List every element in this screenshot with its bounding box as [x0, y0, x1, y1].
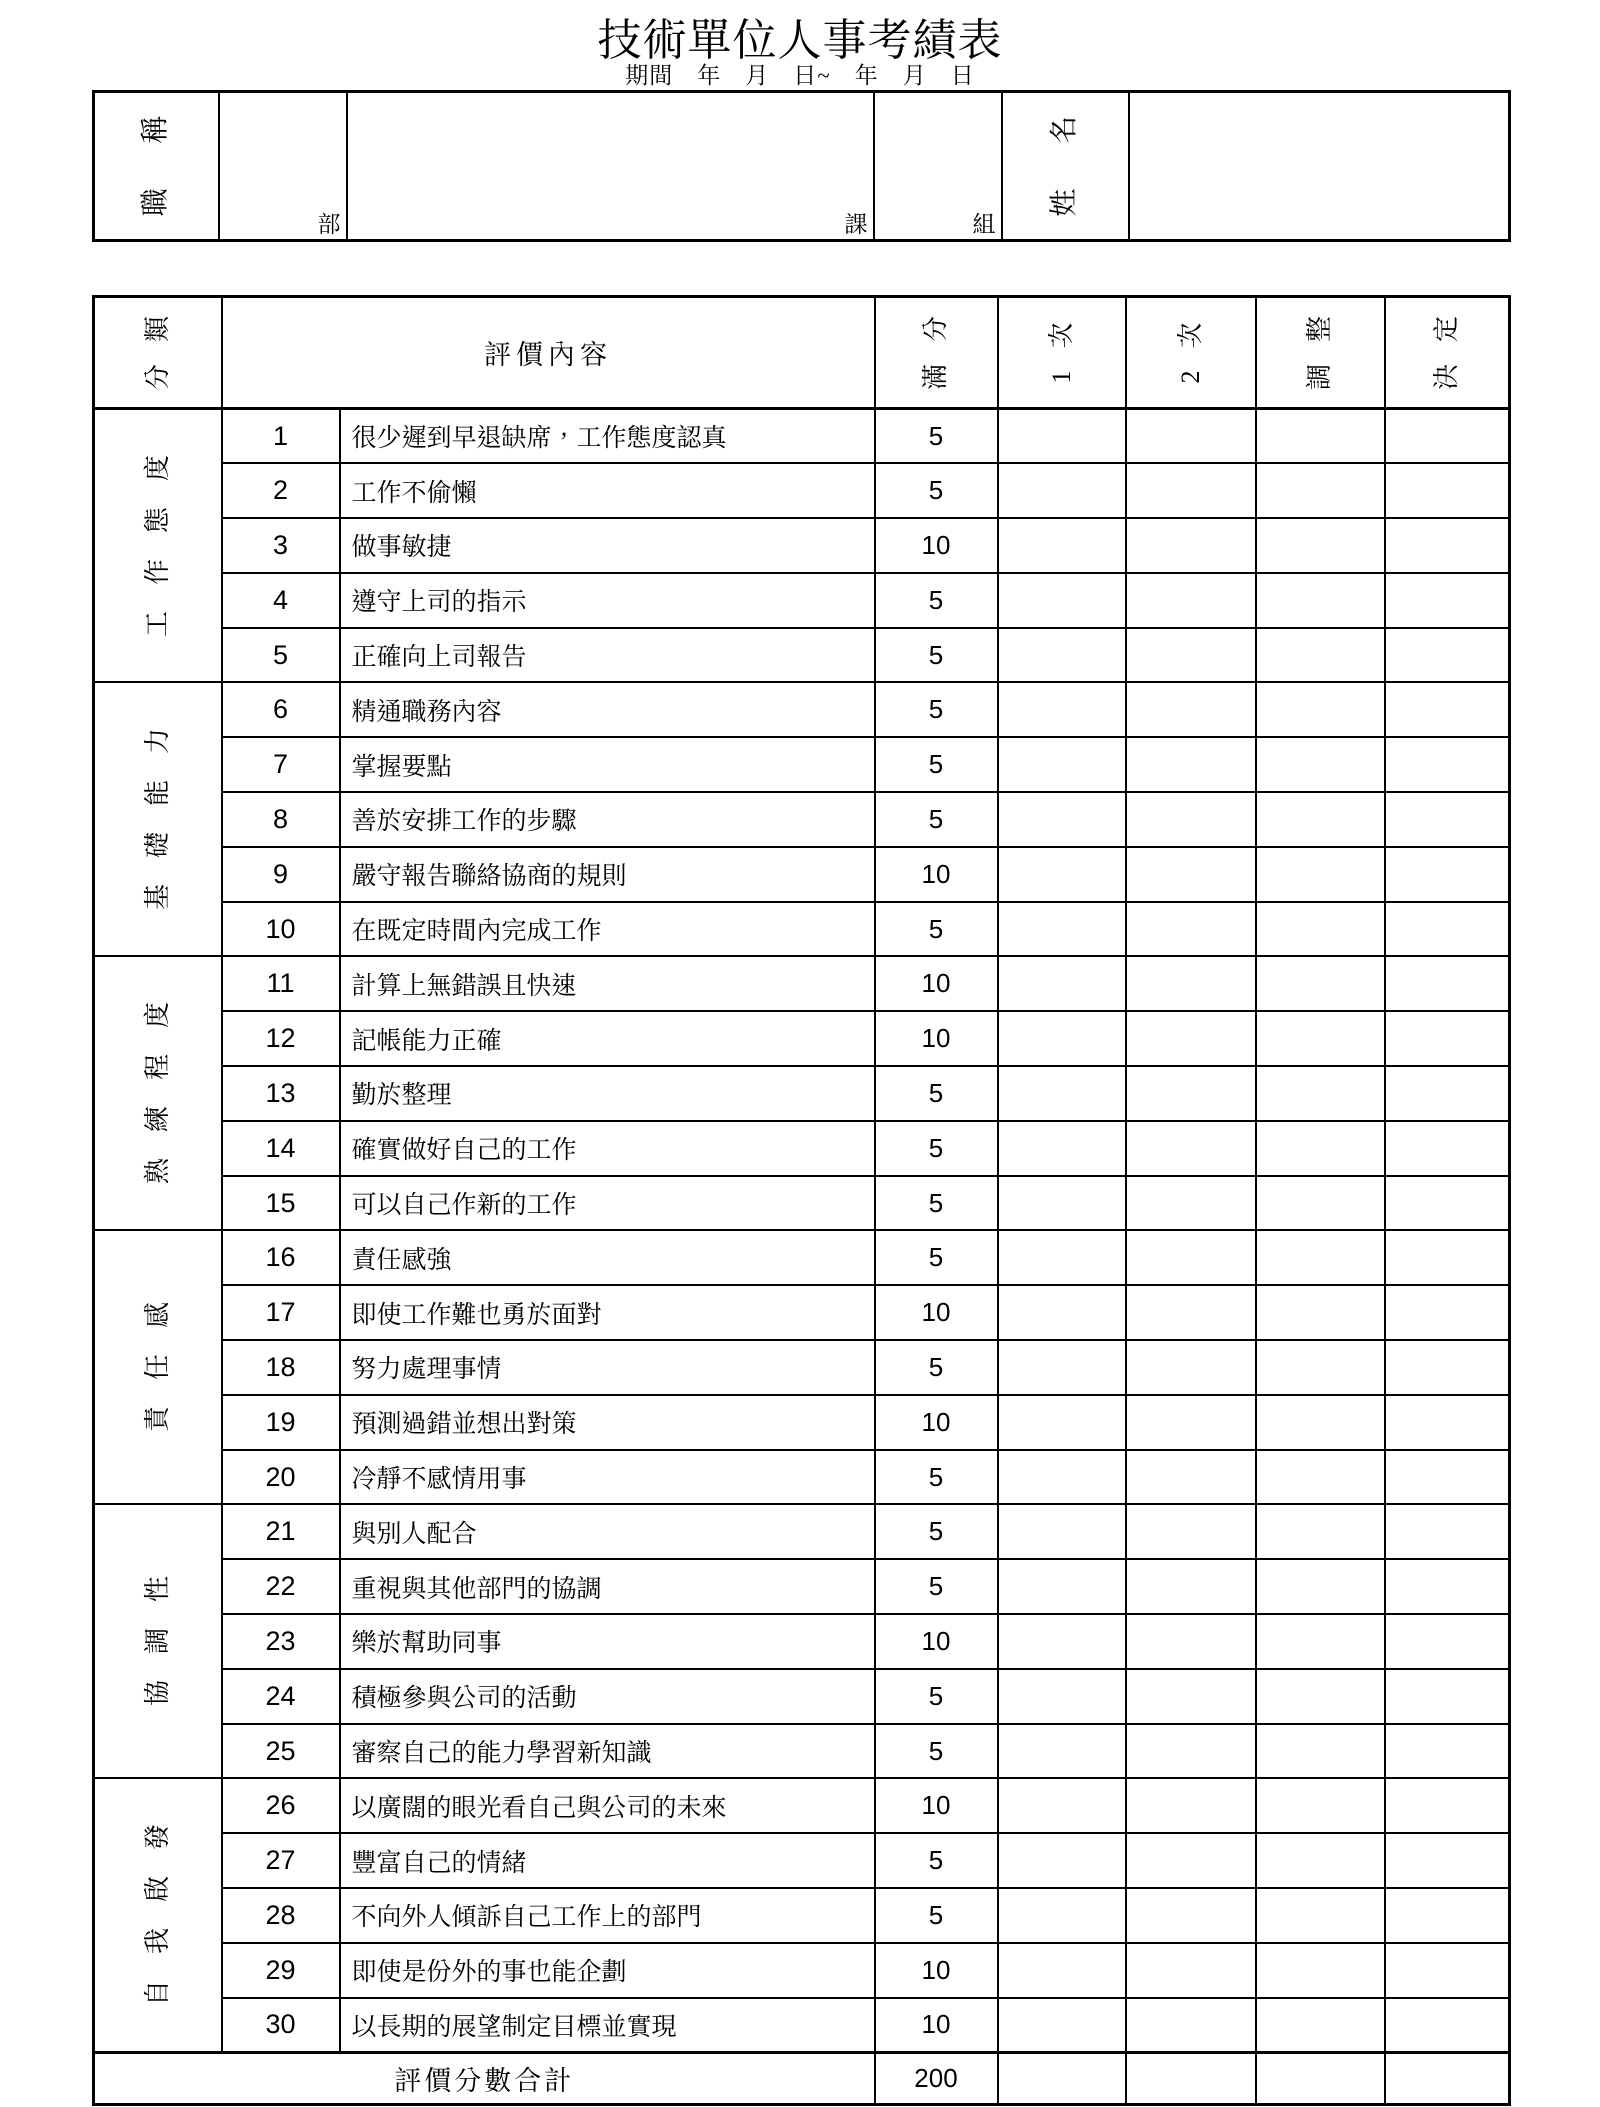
item-max-score: 5 [875, 1340, 998, 1395]
adjust-score-cell [1256, 1778, 1385, 1833]
decision-score-cell [1385, 1669, 1510, 1724]
decision-score-cell [1385, 573, 1510, 628]
first-score-cell [998, 1559, 1126, 1614]
evaluation-row [94, 1011, 1510, 1066]
item-max-score: 5 [875, 682, 998, 737]
decision-score-cell [1385, 628, 1510, 683]
decision-score-cell [1385, 1504, 1510, 1559]
second-score-cell [1126, 1559, 1256, 1614]
item-number: 15 [222, 1176, 340, 1231]
item-number: 7 [222, 737, 340, 792]
first-score-cell [998, 1230, 1126, 1285]
category-cell [94, 1504, 222, 1778]
decision-score-cell [1385, 1230, 1510, 1285]
decision-score-cell [1385, 1614, 1510, 1669]
second-score-cell [1126, 1450, 1256, 1505]
total-second-score-cell [1126, 2052, 1256, 2104]
decision-score-cell [1385, 792, 1510, 847]
evaluation-row [94, 1559, 1510, 1614]
evaluation-row [94, 682, 1510, 737]
adjust-score-cell [1256, 1121, 1385, 1176]
item-text: 在既定時間內完成工作 [340, 902, 875, 957]
job-title-label: 職稱 [140, 70, 172, 217]
item-number: 29 [222, 1943, 340, 1998]
max-score-header-cell [875, 293, 998, 409]
item-max-score: 5 [875, 463, 998, 518]
item-number: 9 [222, 847, 340, 902]
item-max-score: 5 [875, 1230, 998, 1285]
second-score-cell [1126, 628, 1256, 683]
decision-score-cell [1385, 1450, 1510, 1505]
decision-header-cell [1385, 293, 1510, 409]
first-score-cell [998, 682, 1126, 737]
adjust-score-cell [1256, 1066, 1385, 1121]
evaluation-row [94, 573, 1510, 628]
employee-info-row [94, 92, 1510, 241]
decision-score-cell [1385, 1176, 1510, 1231]
item-number: 6 [222, 682, 340, 737]
item-text: 工作不偷懶 [340, 463, 875, 518]
item-text: 樂於幫助同事 [340, 1614, 875, 1669]
item-max-score: 5 [875, 628, 998, 683]
evaluation-row [94, 1121, 1510, 1176]
decision-score-cell [1385, 1724, 1510, 1779]
item-text: 不向外人傾訴自己工作上的部門 [340, 1888, 875, 1943]
item-text: 努力處理事情 [340, 1340, 875, 1395]
category-cell [94, 1230, 222, 1504]
name-label-cell [1002, 70, 1129, 241]
category-label: 基礎能力 [142, 702, 172, 911]
second-score-cell [1126, 1833, 1256, 1888]
first-score-cell [998, 1450, 1126, 1505]
adjust-score-cell [1256, 1176, 1385, 1231]
decision-header: 決定 [1431, 293, 1461, 390]
item-text: 以廣闊的眼光看自己與公司的未來 [340, 1778, 875, 1833]
item-max-score: 10 [875, 1943, 998, 1998]
adjust-score-cell [1256, 1614, 1385, 1669]
decision-score-cell [1385, 1066, 1510, 1121]
total-max-score: 200 [875, 2052, 998, 2104]
second-score-cell [1126, 1724, 1256, 1779]
adjust-score-cell [1256, 1998, 1385, 2053]
decision-score-cell [1385, 1998, 1510, 2053]
evaluation-header-row [94, 297, 1510, 409]
adjust-score-cell [1256, 1724, 1385, 1779]
evaluation-row [94, 1943, 1510, 1998]
evaluation-row [94, 628, 1510, 683]
category-label: 協調性 [142, 1550, 172, 1707]
first-score-cell [998, 956, 1126, 1011]
first-score-cell [998, 1066, 1126, 1121]
item-text: 即使是份外的事也能企劃 [340, 1943, 875, 1998]
item-max-score: 5 [875, 409, 998, 464]
decision-score-cell [1385, 1285, 1510, 1340]
evaluation-row [94, 956, 1510, 1011]
first-score-cell [998, 1285, 1126, 1340]
decision-score-cell [1385, 682, 1510, 737]
form-period-line: 期間 年 月 日~ 年 月 日 [625, 63, 975, 88]
decision-score-cell [1385, 1395, 1510, 1450]
decision-score-cell [1385, 1121, 1510, 1176]
second-score-cell [1126, 409, 1256, 464]
item-text: 審察自己的能力學習新知識 [340, 1724, 875, 1779]
evaluation-row [94, 1504, 1510, 1559]
second-score-cell [1126, 518, 1256, 573]
item-number: 12 [222, 1011, 340, 1066]
item-number: 22 [222, 1559, 340, 1614]
item-text: 豐富自己的情緒 [340, 1833, 875, 1888]
item-number: 10 [222, 902, 340, 957]
second-score-cell [1126, 737, 1256, 792]
item-number: 26 [222, 1778, 340, 1833]
item-number: 30 [222, 1998, 340, 2053]
adjust-score-cell [1256, 902, 1385, 957]
item-max-score: 5 [875, 1888, 998, 1943]
second-score-cell [1126, 1121, 1256, 1176]
job-title-label-cell [94, 70, 219, 241]
item-max-score: 5 [875, 1833, 998, 1888]
evaluation-row [94, 1340, 1510, 1395]
total-decision-score-cell [1385, 2052, 1510, 2104]
evaluation-row [94, 1395, 1510, 1450]
adjust-score-cell [1256, 1230, 1385, 1285]
first-score-cell [998, 1943, 1126, 1998]
decision-score-cell [1385, 737, 1510, 792]
second-score-cell [1126, 463, 1256, 518]
first-score-cell [998, 847, 1126, 902]
first-score-cell [998, 1011, 1126, 1066]
item-max-score: 10 [875, 1395, 998, 1450]
adjust-header: 調整 [1305, 293, 1334, 390]
evaluation-row [94, 1230, 1510, 1285]
item-max-score: 5 [875, 1066, 998, 1121]
first-score-cell [998, 1340, 1126, 1395]
evaluation-row [94, 1176, 1510, 1231]
category-label: 工作態度 [142, 428, 172, 637]
item-text: 以長期的展望制定目標並實現 [340, 1998, 875, 2053]
category-label: 自我啟發 [142, 1798, 172, 2007]
first-score-cell [998, 573, 1126, 628]
second-score-cell [1126, 902, 1256, 957]
adjust-score-cell [1256, 1340, 1385, 1395]
second-score-cell [1126, 1176, 1256, 1231]
first-score-cell [998, 1395, 1126, 1450]
item-text: 嚴守報告聯絡協商的規則 [340, 847, 875, 902]
second-score-cell [1126, 573, 1256, 628]
decision-score-cell [1385, 1888, 1510, 1943]
item-max-score: 5 [875, 1669, 998, 1724]
item-number: 18 [222, 1340, 340, 1395]
evaluation-row [94, 902, 1510, 957]
first-score-cell [998, 463, 1126, 518]
adjust-score-cell [1256, 1833, 1385, 1888]
item-text: 善於安排工作的步驟 [340, 792, 875, 847]
second-score-cell [1126, 1998, 1256, 2053]
section-label: 課 [844, 212, 868, 237]
evaluation-row [94, 518, 1510, 573]
second-score-cell [1126, 1614, 1256, 1669]
item-max-score: 5 [875, 1450, 998, 1505]
item-text: 遵守上司的指示 [340, 573, 875, 628]
item-text: 掌握要點 [340, 737, 875, 792]
decision-score-cell [1385, 1011, 1510, 1066]
item-text: 預測過錯並想出對策 [340, 1395, 875, 1450]
first-score-cell [998, 1778, 1126, 1833]
item-number: 4 [222, 573, 340, 628]
first-review-header-cell [998, 297, 1126, 409]
item-max-score: 5 [875, 1121, 998, 1176]
item-text: 重視與其他部門的協調 [340, 1559, 875, 1614]
item-text: 很少遲到早退缺席，工作態度認真 [340, 409, 875, 464]
category-label: 責任感 [142, 1276, 172, 1433]
adjust-score-cell [1256, 1504, 1385, 1559]
second-review-header: 2次 [1175, 299, 1205, 384]
item-max-score: 5 [875, 792, 998, 847]
second-score-cell [1126, 1230, 1256, 1285]
item-number: 5 [222, 628, 340, 683]
total-adjust-score-cell [1256, 2052, 1385, 2104]
adjust-score-cell [1256, 628, 1385, 683]
max-score-header: 滿分 [921, 293, 950, 390]
first-score-cell [998, 409, 1126, 464]
adjust-score-cell [1256, 1669, 1385, 1724]
second-score-cell [1126, 1395, 1256, 1450]
decision-score-cell [1385, 463, 1510, 518]
item-text: 記帳能力正確 [340, 1011, 875, 1066]
second-score-cell [1126, 1888, 1256, 1943]
first-review-header: 1次 [1046, 299, 1076, 384]
name-input-cell [1129, 92, 1510, 241]
decision-score-cell [1385, 409, 1510, 464]
item-max-score: 10 [875, 847, 998, 902]
adjust-score-cell [1256, 1285, 1385, 1340]
item-max-score: 10 [875, 1778, 998, 1833]
item-max-score: 5 [875, 1176, 998, 1231]
decision-score-cell [1385, 956, 1510, 1011]
first-score-cell [998, 1614, 1126, 1669]
department-label: 部 [317, 212, 341, 237]
item-number: 25 [222, 1724, 340, 1779]
adjust-score-cell [1256, 1559, 1385, 1614]
item-number: 3 [222, 518, 340, 573]
first-score-cell [998, 1669, 1126, 1724]
second-score-cell [1126, 1285, 1256, 1340]
adjust-score-cell [1256, 1943, 1385, 1998]
evaluation-row [94, 1833, 1510, 1888]
evaluation-row [94, 792, 1510, 847]
evaluation-row [94, 1669, 1510, 1724]
item-text: 做事敏捷 [340, 518, 875, 573]
evaluation-row [94, 1285, 1510, 1340]
adjust-header-cell [1256, 293, 1385, 409]
section-input-cell [347, 92, 874, 241]
adjust-score-cell [1256, 1395, 1385, 1450]
item-number: 23 [222, 1614, 340, 1669]
item-number: 16 [222, 1230, 340, 1285]
second-score-cell [1126, 1504, 1256, 1559]
adjust-score-cell [1256, 792, 1385, 847]
evaluation-row [94, 1066, 1510, 1121]
item-max-score: 5 [875, 737, 998, 792]
category-header-cell [94, 293, 222, 409]
category-cell [94, 1778, 222, 2052]
category-header: 分類 [142, 293, 172, 390]
first-score-cell [998, 1724, 1126, 1779]
name-label: 姓名 [1049, 70, 1080, 217]
adjust-score-cell [1256, 1011, 1385, 1066]
decision-score-cell [1385, 902, 1510, 957]
evaluation-row [94, 737, 1510, 792]
second-score-cell [1126, 1066, 1256, 1121]
group-input-cell [874, 92, 1002, 241]
item-number: 13 [222, 1066, 340, 1121]
item-number: 11 [222, 956, 340, 1011]
decision-score-cell [1385, 1833, 1510, 1888]
item-text: 計算上無錯誤且快速 [340, 956, 875, 1011]
adjust-score-cell [1256, 847, 1385, 902]
second-score-cell [1126, 1011, 1256, 1066]
category-label: 熟練程度 [142, 976, 172, 1185]
second-score-cell [1126, 1943, 1256, 1998]
item-text: 可以自己作新的工作 [340, 1176, 875, 1231]
second-score-cell [1126, 956, 1256, 1011]
second-review-header-cell [1126, 297, 1256, 409]
content-header: 評價內容 [222, 297, 875, 409]
total-row [94, 2052, 1510, 2104]
evaluation-row [94, 1888, 1510, 1943]
item-number: 20 [222, 1450, 340, 1505]
decision-score-cell [1385, 1340, 1510, 1395]
item-max-score: 5 [875, 1724, 998, 1779]
item-max-score: 10 [875, 956, 998, 1011]
adjust-score-cell [1256, 573, 1385, 628]
first-score-cell [998, 1888, 1126, 1943]
category-cell [94, 682, 222, 956]
second-score-cell [1126, 1340, 1256, 1395]
item-max-score: 10 [875, 518, 998, 573]
item-max-score: 10 [875, 1011, 998, 1066]
decision-score-cell [1385, 518, 1510, 573]
second-score-cell [1126, 847, 1256, 902]
item-text: 積極參與公司的活動 [340, 1669, 875, 1724]
adjust-score-cell [1256, 463, 1385, 518]
decision-score-cell [1385, 1778, 1510, 1833]
adjust-score-cell [1256, 409, 1385, 464]
item-text: 勤於整理 [340, 1066, 875, 1121]
evaluation-table [92, 295, 1511, 2106]
item-max-score: 10 [875, 1998, 998, 2053]
evaluation-row [94, 1450, 1510, 1505]
first-score-cell [998, 1998, 1126, 2053]
item-number: 21 [222, 1504, 340, 1559]
first-score-cell [998, 737, 1126, 792]
second-score-cell [1126, 792, 1256, 847]
evaluation-row [94, 409, 1510, 464]
item-text: 即使工作難也勇於面對 [340, 1285, 875, 1340]
decision-score-cell [1385, 847, 1510, 902]
item-number: 1 [222, 409, 340, 464]
item-max-score: 10 [875, 1614, 998, 1669]
form-title: 技術單位人事考績表 [597, 16, 1003, 65]
item-max-score: 10 [875, 1285, 998, 1340]
first-score-cell [998, 1833, 1126, 1888]
first-score-cell [998, 518, 1126, 573]
second-score-cell [1126, 1669, 1256, 1724]
item-text: 冷靜不感情用事 [340, 1450, 875, 1505]
item-number: 14 [222, 1121, 340, 1176]
item-text: 精通職務內容 [340, 682, 875, 737]
item-text: 責任感強 [340, 1230, 875, 1285]
group-label: 組 [972, 212, 996, 237]
item-text: 正確向上司報告 [340, 628, 875, 683]
item-number: 28 [222, 1888, 340, 1943]
department-input-cell [219, 92, 347, 241]
total-first-score-cell [998, 2052, 1126, 2104]
adjust-score-cell [1256, 956, 1385, 1011]
item-max-score: 5 [875, 1504, 998, 1559]
adjust-score-cell [1256, 682, 1385, 737]
item-number: 19 [222, 1395, 340, 1450]
total-label: 評價分數合計 [94, 2052, 875, 2104]
item-max-score: 5 [875, 573, 998, 628]
item-text: 確實做好自己的工作 [340, 1121, 875, 1176]
item-number: 17 [222, 1285, 340, 1340]
adjust-score-cell [1256, 1450, 1385, 1505]
item-text: 與別人配合 [340, 1504, 875, 1559]
evaluation-row [94, 1998, 1510, 2053]
category-cell [94, 409, 222, 683]
first-score-cell [998, 1176, 1126, 1231]
first-score-cell [998, 902, 1126, 957]
first-score-cell [998, 792, 1126, 847]
first-score-cell [998, 1121, 1126, 1176]
second-score-cell [1126, 682, 1256, 737]
first-score-cell [998, 1504, 1126, 1559]
adjust-score-cell [1256, 1888, 1385, 1943]
adjust-score-cell [1256, 737, 1385, 792]
category-cell [94, 956, 222, 1230]
item-number: 24 [222, 1669, 340, 1724]
evaluation-row [94, 1724, 1510, 1779]
item-max-score: 5 [875, 902, 998, 957]
item-number: 27 [222, 1833, 340, 1888]
first-score-cell [998, 628, 1126, 683]
item-number: 2 [222, 463, 340, 518]
item-number: 8 [222, 792, 340, 847]
adjust-score-cell [1256, 518, 1385, 573]
second-score-cell [1126, 1778, 1256, 1833]
evaluation-row [94, 1778, 1510, 1833]
decision-score-cell [1385, 1943, 1510, 1998]
decision-score-cell [1385, 1559, 1510, 1614]
evaluation-row [94, 463, 1510, 518]
evaluation-row [94, 1614, 1510, 1669]
evaluation-row [94, 847, 1510, 902]
item-max-score: 5 [875, 1559, 998, 1614]
